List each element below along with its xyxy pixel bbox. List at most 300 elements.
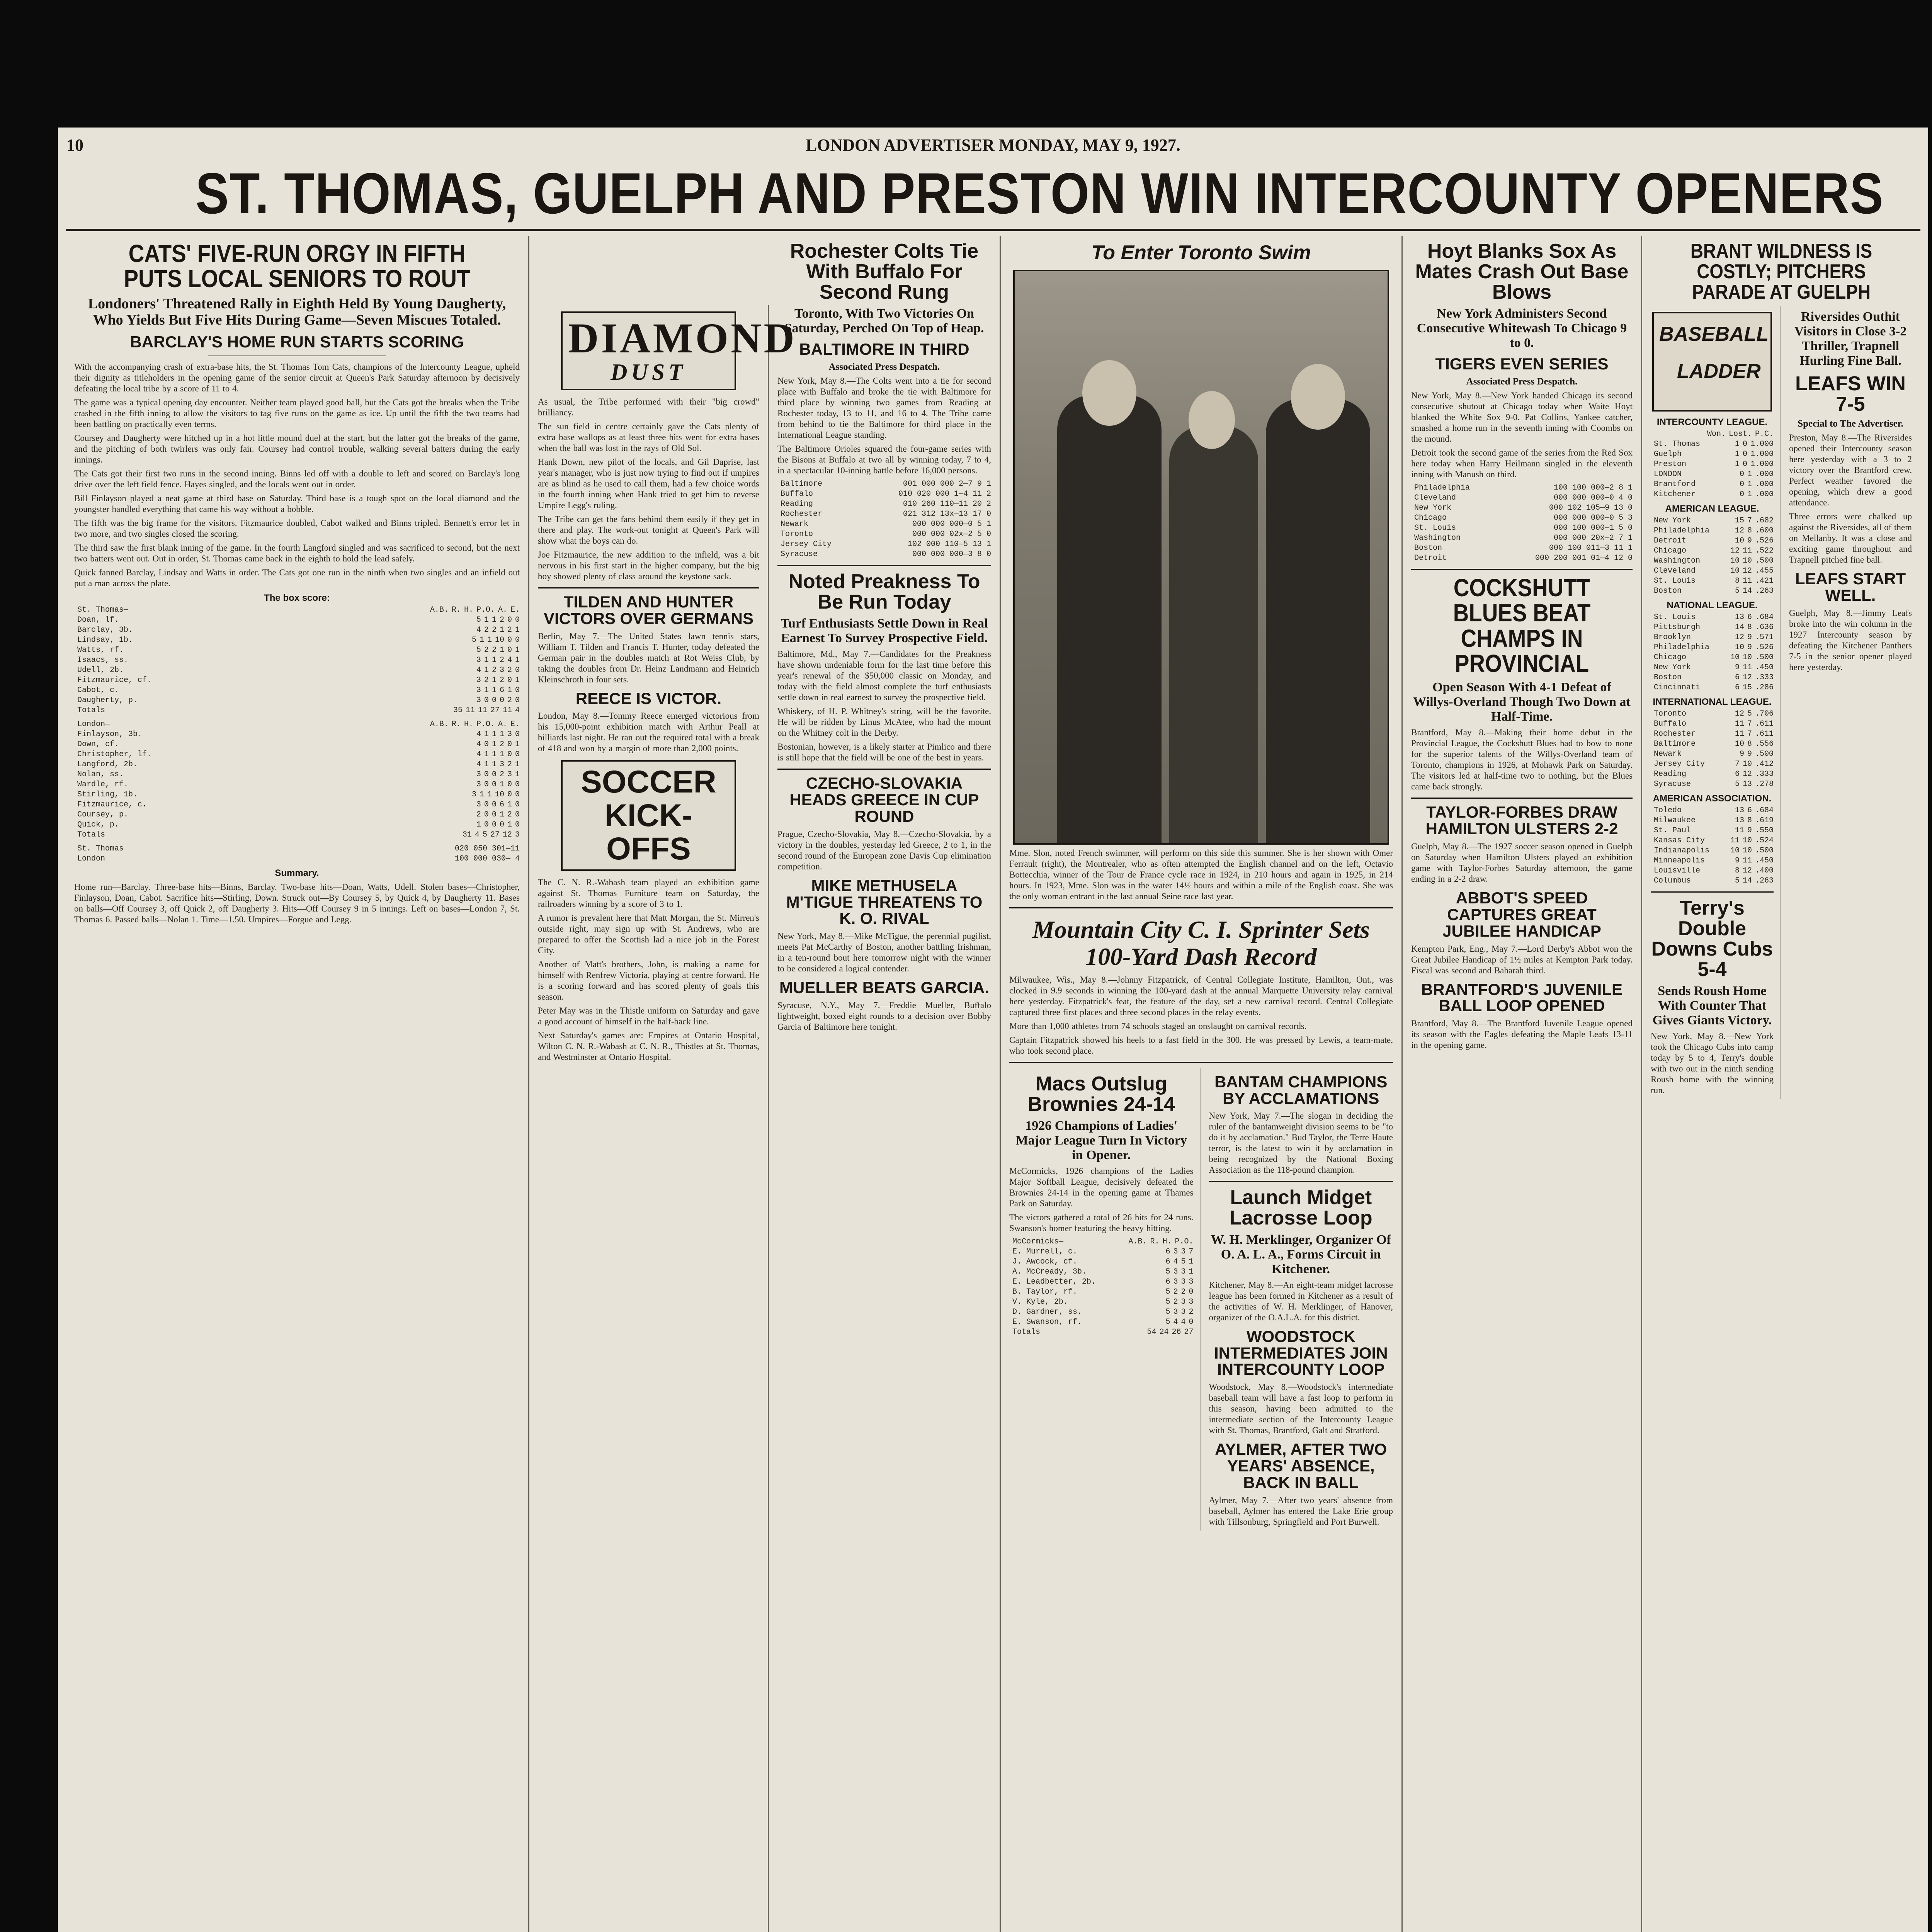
macs-headline: Macs Outslug Brownies 24-14 <box>1027 1072 1175 1116</box>
stat-cell: 35 <box>453 706 463 715</box>
stat-cell: 020 050 301—11 <box>454 844 520 854</box>
midget-deck: W. H. Merklinger, Organizer Of O. A. L. A., Forms Circuit in Kitchener. <box>1211 1232 1391 1276</box>
divider <box>1009 1062 1393 1063</box>
line-score-row <box>777 519 991 529</box>
stat-cell: Newark <box>781 520 809 529</box>
stat-cell: 3 <box>1181 1298 1186 1307</box>
stat-cell: E. Leadbetter, 2b. <box>1012 1277 1096 1287</box>
stat-cell: A. McCready, 3b. <box>1012 1267 1087 1277</box>
standings-row <box>1651 779 1774 789</box>
stat-cell: Fitzmaurice, c. <box>77 800 147 810</box>
stat-cell: 1 <box>492 730 497 739</box>
cats-headline: CATS' FIVE-RUN ORGY IN FIFTH PUTS LOCAL SENIORS TO ROUT <box>124 240 470 293</box>
diamond-item: As usual, the Tribe performed with their "big crowd" brilliancy. <box>538 397 759 417</box>
line-score-row <box>1411 483 1633 493</box>
stat-cell: Buffalo <box>781 490 813 499</box>
banner-headline: ST. THOMAS, GUELPH AND PRESTON WIN INTERCOUNTY OPENERS <box>196 161 1884 226</box>
stat-cell: Boston <box>1654 673 1682 682</box>
sprinter-paragraph: Captain Fitzpatrick showed his heels to a fast field in the 300. He was pressed by Lewis, a team-mate, who took second place. <box>1009 1035 1393 1056</box>
box-score-st-thomas <box>74 605 520 716</box>
stat-cell: 7 <box>1189 1247 1194 1257</box>
box-score-row <box>1009 1247 1194 1257</box>
stat-cell: Preston <box>1654 460 1687 469</box>
stat-cell: Christopher, lf. <box>77 750 152 759</box>
soccer-item: A rumor is prevalent here that Matt Morgan, the St. Mirren's outside right, may sign up with St. Andrews, who are prepared to offer the Scottish lad a nice job in the Forest City. <box>538 913 759 955</box>
stat-cell: E. <box>510 605 520 615</box>
stat-cell: 8 <box>1735 866 1740 876</box>
standings-row <box>1651 876 1774 886</box>
stat-cell: 3 <box>1189 1277 1194 1287</box>
stat-cell: 0 <box>507 646 512 655</box>
stat-cell: 12 <box>1742 866 1752 876</box>
mueller-headline: MUELLER BEATS GARCIA. <box>779 978 989 997</box>
stat-cell: 0 <box>1742 450 1747 459</box>
stat-cell: 1 <box>492 750 497 759</box>
baseball-ladder-graphic <box>1652 312 1772 412</box>
stat-cell: 5 <box>1165 1287 1170 1297</box>
stat-cell: London— <box>77 720 110 729</box>
stat-cell: 12 <box>502 830 512 840</box>
stat-cell: 0 <box>515 636 520 645</box>
stat-cell: .550 <box>1755 826 1774 835</box>
stat-cell: A.B. <box>430 720 449 729</box>
standings-row <box>1651 536 1774 546</box>
stat-cell: Daugherty, p. <box>77 696 138 705</box>
stat-cell: .400 <box>1755 866 1774 876</box>
stat-cell: Fitzmaurice, cf. <box>77 676 152 685</box>
stat-cell: 2 <box>1181 1287 1186 1297</box>
ladder-word-baseball: BASEBALL <box>1659 323 1769 346</box>
cats-paragraph: The Cats got their first two runs in the second inning. Binns led off with a double to left and scored on Barclay's long drive over the left field fence. Hayes singled, and the locals went out in order. <box>74 469 520 490</box>
box-score-row <box>74 730 520 740</box>
stat-cell <box>1654 429 1704 439</box>
stat-cell: 9 <box>1747 536 1752 546</box>
stat-cell: Brantford <box>1654 480 1696 489</box>
line-score-row <box>777 499 991 509</box>
terry-headline: Terry's Double Downs Cubs 5-4 <box>1651 897 1773 981</box>
stat-cell: McCormicks— <box>1012 1237 1064 1247</box>
stat-cell: 3 <box>476 780 481 789</box>
stat-cell: Boston <box>1654 587 1682 596</box>
stat-cell: St. Paul <box>1654 826 1691 835</box>
stat-cell: 0 <box>507 616 512 625</box>
stat-cell: 0 <box>515 666 520 675</box>
standings-row <box>1651 806 1774 816</box>
box-score-row <box>74 655 520 665</box>
stat-cell: .450 <box>1755 856 1774 866</box>
intercounty-title: INTERCOUNTY LEAGUE. <box>1656 417 1768 428</box>
stat-cell: 2 <box>484 626 489 635</box>
stat-cell: 5 <box>1165 1308 1170 1317</box>
innings-row <box>74 854 520 864</box>
czech-headline: CZECHO-SLOVAKIA HEADS GREECE IN CUP ROUND <box>789 774 979 825</box>
stat-cell: 010 020 000 1—4 11 2 <box>898 490 991 499</box>
stat-cell: 0 <box>492 820 497 830</box>
stat-cell: 10 <box>1742 846 1752 855</box>
stat-cell: 7 <box>1747 719 1752 729</box>
stat-cell: 1 <box>492 676 497 685</box>
american-league-title: AMERICAN LEAGUE. <box>1665 503 1759 514</box>
stat-cell: 010 260 110—11 20 2 <box>903 500 991 509</box>
hoyt-deck: New York Administers Second Consecutive Whitewash To Chicago 9 to 0. <box>1417 306 1627 350</box>
stat-cell: 000 000 20x—2 7 1 <box>1553 534 1633 543</box>
stat-cell: .500 <box>1755 750 1774 759</box>
standings-row <box>1651 516 1774 526</box>
standings-row <box>1651 546 1774 556</box>
stat-cell: 3 <box>1173 1277 1178 1287</box>
stat-cell: 3 <box>476 676 481 685</box>
stat-cell: 3 <box>476 656 481 665</box>
soccer-item: Another of Matt's brothers, John, is making a name for himself with Renfrew Victoria, playing at centre forward. He is a scoring forward and has scored plenty of goals this season. <box>538 959 759 1002</box>
stat-cell: 4 <box>474 830 480 840</box>
stat-cell: 1 <box>492 686 497 695</box>
stat-cell: 1 <box>479 790 484 799</box>
riverside-deck: Riversides Outhit Visitors in Close 3-2 Thriller, Trapnell Hurling Fine Ball. <box>1794 310 1907 368</box>
aylmer-headline: AYLMER, AFTER TWO YEARS' ABSENCE, BACK IN BALL <box>1215 1440 1387 1492</box>
stat-cell: 24 <box>1159 1328 1169 1337</box>
stat-cell: Barclay, 3b. <box>77 626 133 635</box>
macs-box-score <box>1009 1237 1194 1337</box>
stat-cell: Toronto <box>1654 709 1687 719</box>
stat-cell: 0 <box>1739 490 1744 499</box>
standings-row <box>1651 866 1774 876</box>
stat-cell: 6 <box>499 800 504 810</box>
standings-row <box>1651 749 1774 759</box>
standings-row <box>1651 576 1774 586</box>
stat-cell: 0 <box>515 790 520 799</box>
box-score-row <box>1009 1317 1194 1327</box>
stat-cell: 4 <box>476 626 481 635</box>
standings-left <box>1651 306 1781 1099</box>
stat-cell: 3 <box>1173 1267 1178 1277</box>
stat-cell: Washington <box>1654 556 1701 566</box>
stat-cell: .000 <box>1755 480 1774 489</box>
stat-cell: A. <box>498 605 507 615</box>
diamond-item: The sun field in centre certainly gave the Cats plenty of extra base wallops as at least three hits went for extra bases when the ball was lost in the rays of Old Sol. <box>538 422 759 453</box>
stat-cell: R. <box>1150 1237 1160 1247</box>
sprinter-paragraph: More than 1,000 athletes from 74 schools staged an onslaught on carnival records. <box>1009 1021 1307 1031</box>
stat-cell: 0 <box>484 800 489 810</box>
box-score-row <box>74 625 520 635</box>
divider <box>1411 798 1633 799</box>
stat-cell: 3 <box>1181 1247 1186 1257</box>
stat-cell: 5 <box>1165 1267 1170 1277</box>
stat-cell: 5 <box>1735 780 1740 789</box>
stat-cell: .455 <box>1755 566 1774 576</box>
stat-cell: Doan, lf. <box>77 616 119 625</box>
stat-cell: 11 <box>502 706 512 715</box>
stat-cell: Stirling, 1b. <box>77 790 138 799</box>
standings-row <box>1651 622 1774 633</box>
stat-cell: 0 <box>484 780 489 789</box>
divider <box>1209 1181 1393 1182</box>
line-score-row <box>1411 553 1633 563</box>
midget-paragraph: Kitchener, May 8.—An eight-team midget lacrosse league has been formed in Kitchener as a result of the activities of W. H. Merklinger, of Hanover, organizer of the O.A.L.A. for this district. <box>1209 1280 1393 1322</box>
stat-cell: 000 102 105—9 13 0 <box>1549 503 1633 513</box>
stat-cell: H. <box>464 605 473 615</box>
stat-cell: Minneapolis <box>1654 856 1705 866</box>
stat-cell: 5 <box>1735 587 1740 596</box>
juvenile-headline: BRANTFORD'S JUVENILE BALL LOOP OPENED <box>1421 980 1623 1015</box>
figure-right <box>1266 399 1370 843</box>
box-score-row <box>1009 1297 1194 1307</box>
leafs-source: Special to The Advertiser. <box>1798 418 1903 429</box>
stat-cell: .556 <box>1755 740 1774 749</box>
stat-cell: 0 <box>507 636 512 645</box>
stat-cell: R. <box>451 605 461 615</box>
stat-cell: 10 <box>1730 556 1740 566</box>
stat-cell: R. <box>451 720 461 729</box>
stat-cell: 10 <box>1742 836 1752 845</box>
bantam-headline: BANTAM CHAMPIONS BY ACCLAMATIONS <box>1214 1072 1388 1107</box>
stat-cell: .611 <box>1755 730 1774 739</box>
stat-cell: 0 <box>492 810 497 820</box>
summary-text: Home run—Barclay. Three-base hits—Binns, Barclay. Two-base hits—Doan, Watts, Udell. Stolen bases—Christopher, Finlayson, Doan, Cabot. Sacrifice hits—Stirling, Down. Struck out—By Coursey 5, by Quick 4, by Daugherty 11. Bases on balls—Off Coursey 3, off Quick 2, off Daugherty 3. Hits—Off Coursey 9 in 5 innings. Left on bases—London 7, St. Thomas 6. Passed balls—Nolan 1. Time—1.50. Umpires—Forgue and Legg. <box>74 882 520 925</box>
american-league-standings <box>1651 516 1774 596</box>
rochester-subhead: BALTIMORE IN THIRD <box>799 340 969 359</box>
stat-cell: 3 <box>507 730 512 739</box>
stat-cell: 1 <box>484 666 489 675</box>
stat-cell: Jersey City <box>781 540 832 549</box>
stat-cell: 11 <box>1742 577 1752 586</box>
standings-row <box>1651 449 1774 459</box>
stat-cell: .333 <box>1755 673 1774 682</box>
stat-cell: Chicago <box>1414 514 1447 523</box>
stat-cell: 2 <box>499 770 504 779</box>
cats-paragraph: With the accompanying crash of extra-base hits, the St. Thomas Tom Cats, champions of the Intercounty League, upheld their dignity as titleholders in the opening game of the senior circuit at Queen's Park Saturday afternoon by decisively defeating the local tribe by a score of 11 to 4. <box>74 362 520 394</box>
stat-cell: 1 <box>484 616 489 625</box>
stat-cell: 0 <box>515 820 520 830</box>
standings-row <box>1651 612 1774 622</box>
stat-cell: .278 <box>1755 780 1774 789</box>
stat-cell: 10 <box>1735 740 1744 749</box>
stat-cell: 2 <box>1173 1287 1178 1297</box>
stat-cell: 2 <box>507 810 512 820</box>
divider <box>208 355 386 356</box>
stat-cell: Syracuse <box>1654 780 1691 789</box>
abbot-headline: ABBOT'S SPEED CAPTURES GREAT JUBILEE HANDICAP <box>1442 889 1601 940</box>
box-score-row <box>74 685 520 696</box>
stat-cell: 0 <box>1739 480 1744 489</box>
box-score-row <box>1009 1267 1194 1277</box>
american-association-standings <box>1651 806 1774 886</box>
stat-cell: 27 <box>1184 1328 1194 1337</box>
stat-cell: 1 <box>515 770 520 779</box>
stat-cell: .263 <box>1755 587 1774 596</box>
stat-cell: 12 <box>1735 709 1744 719</box>
stat-cell: 1 <box>515 740 520 749</box>
woodstock-paragraph: Woodstock, May 8.—Woodstock's intermediate baseball team will have a fast loop to perform in this season, having been admitted to the intermediate section of the Intercounty League with St. Thomas, Brantford, Galt and Stratford. <box>1209 1382 1393 1435</box>
photo-title: To Enter Toronto Swim <box>1091 242 1311 264</box>
line-score-row <box>777 529 991 539</box>
sprinter-headline: Mountain City C. I. Sprinter Sets 100-Yard Dash Record <box>1032 916 1370 971</box>
box-score-row <box>74 665 520 675</box>
standings-row <box>1651 759 1774 769</box>
stat-cell: 9 <box>1747 750 1752 759</box>
stat-cell: 4 <box>515 706 520 715</box>
stat-cell: St. Thomas <box>1654 440 1701 449</box>
leafs-start-headline: LEAFS START WELL. <box>1795 570 1906 605</box>
box-score-row <box>1009 1257 1194 1267</box>
juvenile-paragraph: Brantford, May 8.—The Brantford Juvenile League opened its season with the Eagles defeating the Maple Leafs 13-11 in the opening game. <box>1411 1019 1633 1050</box>
stat-cell: .263 <box>1755 876 1774 886</box>
box-score-title: The box score: <box>264 593 330 604</box>
stat-cell: 7 <box>1747 516 1752 526</box>
box-score-row <box>74 790 520 800</box>
stat-cell: Washington <box>1414 534 1461 543</box>
stat-cell: 8 <box>1747 740 1752 749</box>
stat-cell: St. Louis <box>1654 613 1696 622</box>
terry-paragraph: New York, May 8.—New York took the Chicago Cubs into camp today by 5 to 4, Terry's double with two out in the ninth sending Roush home with the winning run. <box>1651 1031 1774 1095</box>
stat-cell: .706 <box>1755 709 1774 719</box>
stat-cell: 0 <box>515 750 520 759</box>
stat-cell: 9 <box>1747 633 1752 642</box>
stat-cell: Philadelphia <box>1414 483 1470 493</box>
cats-paragraph: The game was a typical opening day encounter. Neither team played good ball, but the Cats got the breaks when the Tribe crashed in the fifth inning to allow the visitors to tag five runs on the game as ice. Up until the fifth the two teams had been battling on practically even terms. <box>74 398 520 429</box>
leafs-headline: LEAFS WIN 7-5 <box>1795 372 1906 416</box>
stat-cell: .421 <box>1755 577 1774 586</box>
stat-cell: P.C. <box>1755 430 1774 439</box>
stat-cell: .500 <box>1755 846 1774 855</box>
stat-cell: 1 <box>507 686 512 695</box>
macs-deck: 1926 Champions of Ladies' Major League Turn In Victory in Opener. <box>1015 1118 1187 1162</box>
diamond-item: Hank Down, new pilot of the locals, and Gil Daprise, last year's manager, who is just now trying to find out if umpires are as blind as he used to call them, had a few choice words in the fourth inning when Hank tried to get him to reverse Umpire Legg's ruling. <box>538 457 759 510</box>
stat-cell: Totals <box>77 830 105 840</box>
stat-cell: Wardle, rf. <box>77 780 129 789</box>
stat-cell: 4 <box>476 750 481 759</box>
diamond-item: The Tribe can get the fans behind them easily if they get in there and play. The work-out tonight at Queen's Park will show what the boys can do. <box>538 514 759 546</box>
hoyt-headline: Hoyt Blanks Sox As Mates Crash Out Base Blows <box>1415 240 1629 304</box>
stat-cell: Kansas City <box>1654 836 1705 845</box>
stat-cell: Baltimore <box>781 480 823 489</box>
stat-cell: 2 <box>499 656 504 665</box>
stat-cell: 3 <box>499 760 504 769</box>
dust-word: DUST <box>611 359 687 385</box>
box-score-row <box>74 719 520 730</box>
stat-cell: St. Louis <box>1654 577 1696 586</box>
preakness-paragraph: Bostonian, however, is a likely starter at Pimlico and there is still hope that the field will be one of the best in years. <box>777 742 991 763</box>
preakness-paragraph: Whiskery, of H. P. Whitney's string, will be the favorite. He will be ridden by Linus McAtee, who had the mount on the Whitney colt in the Derby. <box>777 706 991 738</box>
stat-cell: 1 <box>484 656 489 665</box>
rochester-paragraph: New York, May 8.—The Colts went into a tie for second place with Buffalo and broke the tie with Baltimore for third place by winning two games from Reading at Rochester today, 13 to 11, and 16 to 4. The Tribe came from behind to tie the Baltimore for third place in the International League standing. <box>777 376 991 440</box>
stat-cell: 2 <box>1173 1298 1178 1307</box>
stat-cell: 6 <box>499 686 504 695</box>
soccer-item: The C. N. R.-Wabash team played an exhibition game against St. Thomas Furniture team on Saturday, the railroaders winning by a score of 3 to 1. <box>538 877 759 909</box>
stat-cell: New York <box>1414 503 1452 513</box>
stat-cell: St. Thomas— <box>77 605 129 615</box>
box-score-row <box>74 810 520 820</box>
mctigue-paragraph: New York, May 8.—Mike McTigue, the perennial pugilist, meets Pat McCarthy of Boston, another battling Irishman, in a ten-round bout here tomorrow night with the winner to be considered a logical contender. <box>777 931 991 974</box>
stat-cell: 9 <box>1747 643 1752 652</box>
stat-cell: 1 <box>1747 470 1752 479</box>
stat-cell: Toronto <box>781 530 813 539</box>
stat-cell: 1 <box>484 760 489 769</box>
stat-cell: 2 <box>492 626 497 635</box>
stat-cell: 5 <box>1181 1257 1186 1267</box>
reece-paragraph: London, May 8.—Tommy Reece emerged victorious from his 15,000-point exhibition match with Arthur Peall at billiards last night. He ran out the required total with a break of 418 and won by a margin of more than 2,000 points. <box>538 711 759 753</box>
national-league-standings <box>1651 612 1774 693</box>
stat-cell: 7 <box>1735 760 1740 769</box>
stat-cell: Buffalo <box>1654 719 1687 729</box>
stat-cell: 12 <box>1735 526 1744 536</box>
stat-cell: Reading <box>781 500 813 509</box>
stat-cell: 0 <box>515 780 520 789</box>
stat-cell: H. <box>1162 1237 1172 1247</box>
hoyt-subhead: TIGERS EVEN SERIES <box>1435 355 1609 373</box>
box-score-row <box>74 770 520 780</box>
stat-cell: 000 000 000—0 4 0 <box>1553 493 1633 503</box>
stat-cell: .526 <box>1755 643 1774 652</box>
stat-cell: 1 <box>479 636 484 645</box>
stat-cell: D. Gardner, ss. <box>1012 1308 1082 1317</box>
leafs-paragraph: Guelph, May 8.—Jimmy Leafs broke into the win column in the 1927 Intercounty season by defeating the Kitchener Panthers 7-5 in the senior opener played here yesterday. <box>1789 608 1912 672</box>
reece-headline: REECE IS VICTOR. <box>575 689 722 707</box>
stat-cell: E. Swanson, rf. <box>1012 1318 1082 1327</box>
summary-title: Summary. <box>275 868 319 879</box>
ladder-word-ladder: LADDER <box>1677 360 1761 383</box>
rochester-deck: Toronto, With Two Victories On Saturday, Perched On Top of Heap. <box>784 306 984 336</box>
stat-cell: 6 <box>1165 1247 1170 1257</box>
leafs-paragraph: Three errors were chalked up against the Riversides, all of them on Mellanby. It was a close and exciting game throughout and Trapnell pitched fine ball. <box>1789 512 1912 565</box>
stat-cell: Won. <box>1707 430 1726 439</box>
stat-cell: 31 <box>462 830 472 840</box>
stat-cell: Baltimore <box>1654 740 1696 749</box>
stat-cell: 1 <box>492 656 497 665</box>
standings-row <box>1651 469 1774 480</box>
line-score-row <box>777 539 991 549</box>
stat-cell: 0 <box>484 740 489 749</box>
stat-cell: 5 <box>1735 876 1740 886</box>
brant-headline: BRANT WILDNESS IS COSTLY; PITCHERS PARADE AT GUELPH <box>1690 240 1872 304</box>
stat-cell: Detroit <box>1654 536 1687 546</box>
column-local-seniors <box>66 236 529 1932</box>
stat-cell: 0 <box>515 810 520 820</box>
soccer-heading <box>561 760 736 871</box>
box-score-row <box>1009 1327 1194 1337</box>
intercounty-standings <box>1651 429 1774 500</box>
standings-row <box>1651 846 1774 856</box>
stat-cell: Udell, 2b. <box>77 666 124 675</box>
stat-cell: 0 <box>507 790 512 799</box>
stat-cell: 1.000 <box>1750 440 1774 449</box>
mueller-paragraph: Syracuse, N.Y., May 7.—Freddie Mueller, Buffalo lightweight, boxed eight rounds to a decision over Bobby Garcia of Baltimore here tonight. <box>777 1000 991 1032</box>
woodstock-headline: WOODSTOCK INTERMEDIATES JOIN INTERCOUNTY LOOP <box>1214 1327 1388 1379</box>
stat-cell: 4 <box>1181 1318 1186 1327</box>
stat-cell: 1 <box>1735 450 1740 459</box>
standings-row <box>1651 429 1774 439</box>
stat-cell: 3 <box>499 666 504 675</box>
stat-cell: Quick, p. <box>77 820 119 830</box>
stat-cell: 0 <box>499 820 504 830</box>
stat-cell: 1.000 <box>1750 450 1774 459</box>
stat-cell: 5 <box>476 616 481 625</box>
standings-row <box>1651 856 1774 866</box>
standings-row <box>1651 836 1774 846</box>
divider <box>777 769 991 770</box>
stat-cell: 1 <box>484 686 489 695</box>
line-score-row <box>1411 503 1633 513</box>
stat-cell: 10 <box>1735 643 1744 652</box>
divider <box>538 587 759 588</box>
stat-cell: 000 000 000—3 8 0 <box>912 550 991 559</box>
divider <box>1651 891 1774 893</box>
stat-cell: 4 <box>1173 1318 1178 1327</box>
line-score-row <box>1411 513 1633 523</box>
stat-cell: 001 000 000 2—7 9 1 <box>903 480 991 489</box>
standings-row <box>1651 459 1774 469</box>
box-score-london <box>74 719 520 840</box>
stat-cell: .611 <box>1755 719 1774 729</box>
